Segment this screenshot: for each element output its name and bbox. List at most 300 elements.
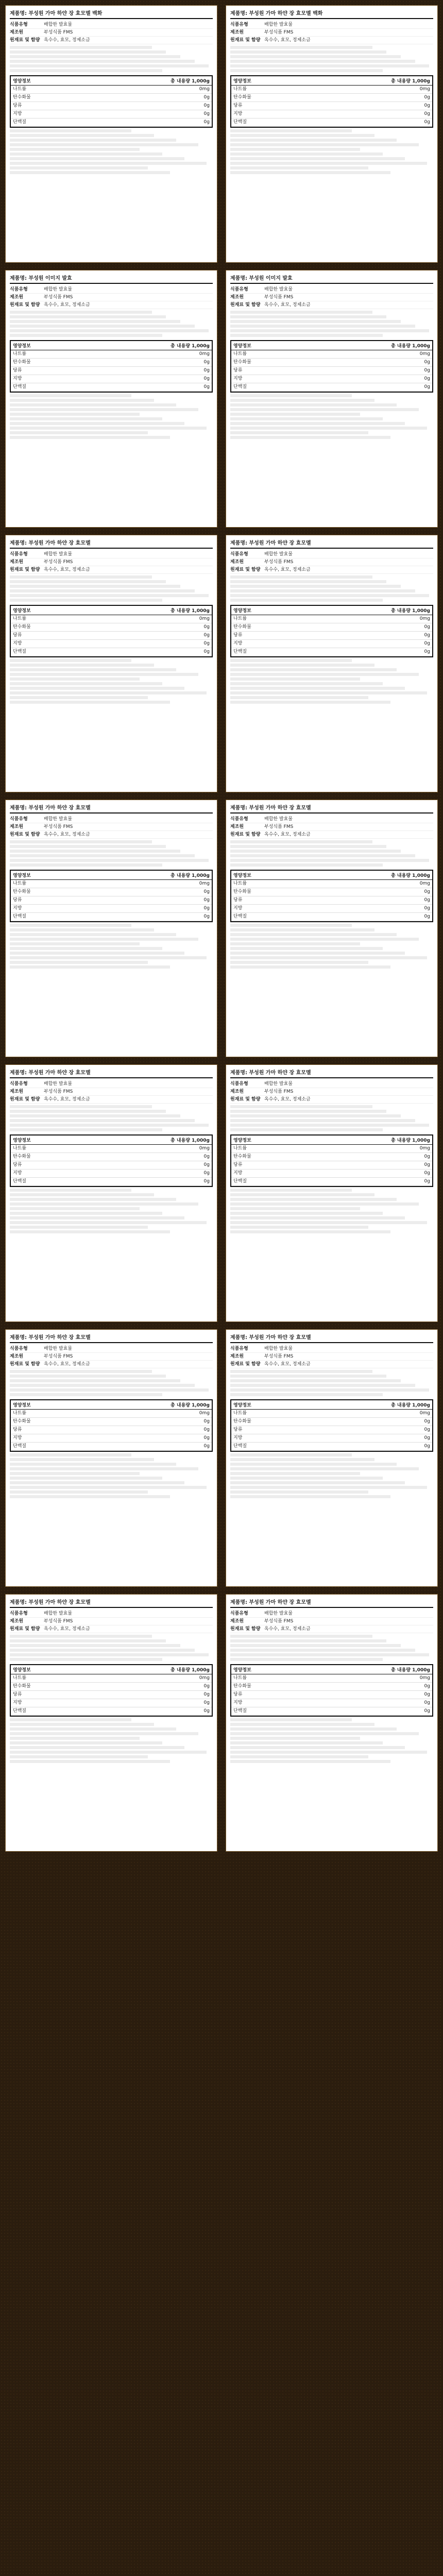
nutrition-title: 영양정보 [13, 344, 31, 349]
product-label-card [226, 800, 438, 1057]
text-line [10, 129, 131, 132]
card-header [10, 803, 213, 814]
nutrient-name: 단백질 [13, 914, 27, 919]
nutrient-name: 나트륨 [13, 1411, 27, 1416]
nutrition-row [11, 888, 212, 896]
text-line [230, 1486, 427, 1489]
text-line [230, 687, 405, 690]
nutrition-row [11, 905, 212, 913]
nutrition-row [11, 375, 212, 383]
text-line [10, 1216, 184, 1219]
nutrient-value: 0g [424, 1179, 430, 1184]
nutrient-value: 0g [203, 1692, 210, 1697]
text-line [10, 1230, 170, 1233]
nutrient-value: 0g [424, 897, 430, 903]
nutrition-header [11, 1136, 212, 1145]
text-line [230, 315, 386, 318]
nutrition-table [230, 75, 433, 128]
nutrition-table [10, 1134, 213, 1187]
info-value: 부성식품 FMS [44, 1089, 73, 1094]
text-line [10, 408, 198, 411]
text-line [10, 60, 195, 63]
nutrition-row [231, 913, 432, 921]
text-line [230, 139, 397, 142]
info-value: 배합한 발효물 [44, 1611, 73, 1616]
nutrient-value: 0g [203, 95, 210, 100]
nutrient-value: 0g [424, 376, 430, 381]
nutrition-row [231, 118, 432, 127]
card-header [10, 538, 213, 549]
text-line [10, 687, 184, 690]
nutrient-value: 0g [203, 360, 210, 365]
text-line [230, 1481, 405, 1484]
nutrient-name: 탄수화물 [233, 95, 251, 100]
text-line [230, 1490, 368, 1494]
text-line [230, 1658, 383, 1661]
nutrient-value: 0mg [199, 616, 210, 621]
text-line [10, 965, 170, 969]
nutrition-row [11, 1170, 212, 1178]
text-line [10, 1193, 154, 1196]
info-row [10, 37, 213, 44]
nutrition-table [230, 1664, 433, 1717]
text-line [10, 1751, 207, 1754]
nutrition-table [10, 605, 213, 657]
text-line [10, 1114, 180, 1117]
text-line [230, 1114, 401, 1117]
nutrient-name: 단백질 [13, 384, 27, 389]
nutrient-name: 탄수화물 [233, 1154, 251, 1159]
nutrient-value: 0g [203, 906, 210, 911]
nutrient-name: 지방 [13, 376, 22, 381]
nutrition-header [11, 341, 212, 350]
text-line [10, 1128, 162, 1131]
nutrient-value: 0g [424, 1154, 430, 1159]
info-label: 식품유형 [10, 1346, 28, 1351]
text-line [10, 171, 170, 174]
text-line [230, 1458, 374, 1461]
nutrition-row [11, 367, 212, 375]
text-line [10, 325, 195, 328]
card-header [230, 803, 433, 814]
nutrient-name: 나트륨 [233, 1675, 247, 1681]
nutrient-value: 0g [203, 633, 210, 638]
text-line [10, 1746, 184, 1749]
info-value: 배합한 발효물 [44, 1346, 73, 1351]
text-line [10, 928, 154, 931]
nutrient-value: 0g [203, 1419, 210, 1424]
info-row [230, 21, 433, 29]
text-line [230, 673, 419, 676]
info-value: 부성식품 FMS [264, 30, 294, 35]
nutrition-row [11, 350, 212, 359]
info-label: 제조원 [10, 30, 24, 35]
nutrient-name: 단백질 [233, 1444, 247, 1449]
nutrient-name: 지방 [13, 111, 22, 116]
nutrient-name: 탄수화물 [13, 1154, 31, 1159]
info-row [10, 1618, 213, 1625]
info-row [230, 823, 433, 831]
text-line [10, 1472, 140, 1475]
info-value: 옥수수, 효모, 정제소금 [264, 832, 311, 837]
info-row [230, 1080, 433, 1088]
card-header [10, 1598, 213, 1608]
text-line [230, 1723, 374, 1726]
nutrition-title: 영양정보 [13, 1138, 31, 1143]
nutrition-table [10, 1399, 213, 1452]
nutrition-row [231, 1691, 432, 1699]
info-value: 부성식품 FMS [44, 30, 73, 35]
text-line [230, 575, 372, 579]
nutrient-value: 0g [203, 1162, 210, 1167]
nutrient-value: 0g [203, 649, 210, 654]
product-label-card [226, 1064, 438, 1322]
text-line [230, 1212, 383, 1215]
product-label-card [5, 1594, 217, 1852]
product-label-card [226, 270, 438, 528]
text-line [10, 148, 140, 151]
nutrient-name: 나트륨 [233, 87, 247, 92]
nutrient-name: 당류 [13, 1692, 22, 1697]
product-title: 제품명: 부성원 가마 하얀 장 효모멜 [230, 1600, 311, 1605]
info-row [230, 558, 433, 566]
info-row [10, 1080, 213, 1088]
text-line [230, 1751, 427, 1754]
text-line [230, 1653, 429, 1656]
text-line [230, 942, 360, 945]
text-line [230, 594, 429, 597]
nutrition-header [231, 606, 432, 615]
nutrition-title: 영양정보 [233, 873, 251, 878]
info-row [10, 1610, 213, 1618]
info-label: 제조원 [230, 1089, 244, 1094]
text-line [230, 1202, 419, 1206]
text-line [10, 1379, 180, 1382]
info-value: 배합한 발효물 [44, 22, 73, 27]
text-line [10, 1639, 166, 1642]
nutrition-row [11, 632, 212, 640]
nutrition-row [11, 1434, 212, 1443]
info-value: 배합한 발효물 [44, 287, 73, 292]
nutrition-title: 영양정보 [13, 873, 31, 878]
text-line [10, 1119, 195, 1122]
nutrition-row [231, 905, 432, 913]
nutrient-name: 탄수화물 [13, 360, 31, 365]
info-row [230, 1618, 433, 1625]
nutrition-row [11, 86, 212, 94]
nutrient-name: 지방 [13, 1435, 22, 1440]
card-header [230, 9, 433, 19]
text-line [10, 1718, 131, 1721]
nutrient-name: 지방 [233, 1171, 243, 1176]
text-line [230, 1755, 368, 1758]
nutrition-total: 총 내용량 1,000g [171, 608, 210, 614]
text-line [10, 1635, 152, 1638]
nutrient-value: 0g [424, 1444, 430, 1449]
text-line [10, 64, 209, 67]
text-line [10, 947, 162, 950]
text-line [10, 320, 180, 323]
text-line [230, 143, 419, 146]
info-row [10, 1088, 213, 1096]
text-line [230, 956, 427, 959]
text-line [230, 1453, 352, 1456]
nutrition-row [11, 913, 212, 921]
text-line [230, 1477, 383, 1480]
info-label: 원재료 및 함량 [230, 302, 261, 308]
page [5, 0, 438, 1857]
product-title: 제품명: 부성원 가마 하얀 장 효모멜 [10, 1070, 91, 1076]
text-line [10, 1370, 152, 1373]
nutrient-name: 탄수화물 [13, 1684, 31, 1689]
text-line [230, 933, 397, 936]
text-line [230, 1370, 372, 1373]
nutrition-total: 총 내용량 1,000g [171, 1403, 210, 1408]
info-row [10, 1096, 213, 1104]
nutrition-row [11, 1683, 212, 1691]
product-title: 제품명: 부성원 가마 하얀 장 효모멜 백화 [230, 11, 323, 16]
info-value: 부성식품 FMS [44, 1619, 73, 1624]
nutrition-row [231, 110, 432, 118]
text-line [10, 311, 152, 314]
nutrition-row [11, 118, 212, 127]
info-row [230, 294, 433, 301]
nutrition-total: 총 내용량 1,000g [391, 344, 430, 349]
info-value: 부성식품 FMS [264, 295, 294, 300]
text-line [10, 422, 184, 425]
nutrient-value: 0g [424, 1435, 430, 1440]
info-value: 부성식품 FMS [264, 1354, 294, 1359]
text-line [10, 436, 170, 439]
text-line [230, 845, 386, 848]
text-line [10, 659, 131, 662]
text-line [230, 403, 397, 406]
nutrient-name: 지방 [233, 906, 243, 911]
nutrient-value: 0g [203, 384, 210, 389]
text-line [230, 64, 429, 67]
text-line [230, 1198, 397, 1201]
text-line [10, 134, 154, 137]
text-line [230, 157, 405, 160]
nutrient-name: 당류 [233, 1692, 243, 1697]
nutrition-row [231, 1145, 432, 1153]
nutrition-header [231, 341, 432, 350]
text-line [230, 171, 390, 174]
nutrition-row [11, 383, 212, 392]
text-line [230, 1472, 360, 1475]
nutrition-header [231, 871, 432, 880]
info-row [230, 1088, 433, 1096]
nutrition-row [11, 1418, 212, 1426]
text-line [10, 961, 148, 964]
nutrient-value: 0g [203, 1179, 210, 1184]
nutrient-value: 0g [424, 95, 430, 100]
info-value: 옥수수, 효모, 정제소금 [44, 832, 90, 837]
info-value: 부성식품 FMS [264, 824, 294, 829]
info-label: 원재료 및 함량 [10, 1626, 40, 1632]
nutrient-value: 0g [424, 1419, 430, 1424]
text-line [10, 1393, 162, 1396]
nutrient-name: 당류 [13, 368, 22, 373]
text-line [230, 840, 372, 843]
info-row [10, 29, 213, 37]
text-line [10, 854, 195, 857]
text-line [230, 1732, 419, 1735]
nutrient-value: 0mg [199, 1675, 210, 1681]
info-row [230, 566, 433, 574]
info-label: 제조원 [10, 295, 24, 300]
info-value: 옥수수, 효모, 정제소금 [264, 302, 311, 308]
nutrition-row [231, 896, 432, 905]
text-line [10, 1653, 209, 1656]
info-row [10, 21, 213, 29]
info-label: 원재료 및 함량 [10, 38, 40, 43]
text-line [10, 1384, 195, 1387]
info-value: 부성식품 FMS [264, 1619, 294, 1624]
nutrient-name: 탄수화물 [13, 889, 31, 894]
text-line [10, 399, 154, 402]
nutrient-value: 0mg [199, 87, 210, 92]
nutrient-value: 0mg [419, 87, 430, 92]
nutrition-title: 영양정보 [13, 1403, 31, 1408]
text-line [230, 859, 429, 862]
nutrition-row [231, 1443, 432, 1451]
nutrient-value: 0mg [419, 351, 430, 357]
text-line [10, 691, 207, 694]
text-line [10, 152, 162, 156]
nutrition-title: 영양정보 [233, 1668, 251, 1673]
nutrition-title: 영양정보 [13, 1668, 31, 1673]
nutrition-row [11, 110, 212, 118]
nutrition-row [231, 1707, 432, 1716]
nutrient-value: 0mg [419, 1146, 430, 1151]
text-line [10, 1110, 166, 1113]
text-line [10, 845, 166, 848]
nutrient-name: 지방 [233, 111, 243, 116]
text-line [10, 315, 166, 318]
nutrient-value: 0g [424, 1171, 430, 1176]
nutrient-name: 나트륨 [13, 1146, 27, 1151]
nutrient-value: 0mg [199, 881, 210, 886]
text-line [230, 1193, 374, 1196]
card-header [10, 1333, 213, 1343]
info-value: 부성식품 FMS [44, 295, 73, 300]
nutrient-value: 0g [203, 1435, 210, 1440]
text-line [230, 1644, 401, 1647]
nutrient-value: 0g [424, 1700, 430, 1705]
text-line [230, 664, 374, 667]
nutrition-total: 총 내용량 1,000g [391, 79, 430, 84]
text-line [230, 1207, 360, 1210]
info-label: 원재료 및 함량 [230, 567, 261, 572]
text-line [230, 1110, 386, 1113]
text-line [230, 1379, 401, 1382]
nutrient-name: 단백질 [233, 1708, 247, 1714]
text-line [10, 1732, 198, 1735]
nutrition-row [231, 359, 432, 367]
text-line [230, 1649, 415, 1652]
text-line [10, 143, 198, 146]
info-label: 원재료 및 함량 [230, 1362, 261, 1367]
info-label: 원재료 및 함량 [230, 1626, 261, 1632]
info-value: 배합한 발효물 [44, 1081, 73, 1087]
text-line [230, 329, 429, 332]
text-line [230, 1393, 383, 1396]
nutrition-row [231, 1674, 432, 1683]
nutrition-row [11, 94, 212, 102]
info-label: 식품유형 [230, 817, 248, 822]
nutrient-value: 0g [203, 376, 210, 381]
nutrition-row [11, 623, 212, 632]
nutrient-name: 당류 [13, 897, 22, 903]
nutrition-table [230, 1399, 433, 1452]
text-line [10, 850, 180, 853]
nutrient-value: 0mg [199, 1146, 210, 1151]
nutrition-table [10, 340, 213, 393]
nutrient-name: 단백질 [13, 120, 27, 125]
nutrition-title: 영양정보 [13, 79, 31, 84]
text-line [230, 427, 427, 430]
card-header [10, 9, 213, 19]
nutrient-value: 0mg [199, 351, 210, 357]
nutrition-row [11, 880, 212, 888]
product-title: 제품명: 부성원 가마 하얀 장 효모멜 [230, 805, 311, 811]
nutrient-value: 0mg [419, 881, 430, 886]
text-line [10, 933, 176, 936]
text-line [230, 1495, 390, 1498]
text-line [10, 1481, 184, 1484]
nutrient-name: 단백질 [13, 1708, 27, 1714]
nutrition-table [230, 340, 433, 393]
nutrition-row [231, 350, 432, 359]
text-line [230, 1221, 427, 1224]
text-line [230, 399, 374, 402]
info-value: 부성식품 FMS [44, 824, 73, 829]
info-value: 옥수수, 효모, 정제소금 [44, 38, 90, 43]
text-line [230, 325, 415, 328]
info-label: 원재료 및 함량 [230, 832, 261, 837]
text-line [230, 1388, 429, 1392]
nutrient-value: 0g [424, 633, 430, 638]
text-line [230, 1737, 360, 1740]
text-line [10, 1760, 170, 1763]
nutrient-name: 나트륨 [13, 351, 27, 357]
nutrient-value: 0g [203, 111, 210, 116]
nutrient-value: 0mg [199, 1411, 210, 1416]
nutrient-name: 당류 [233, 633, 243, 638]
nutrition-header [11, 1665, 212, 1674]
nutrition-header [11, 1400, 212, 1410]
text-line [230, 965, 390, 969]
text-line [10, 840, 152, 843]
text-line [10, 575, 152, 579]
text-line [10, 1755, 148, 1758]
text-line [230, 46, 372, 49]
nutrient-value: 0g [424, 624, 430, 630]
info-label: 식품유형 [230, 287, 248, 292]
nutrition-row [231, 1683, 432, 1691]
nutrient-name: 단백질 [233, 914, 247, 919]
nutrient-name: 당류 [233, 103, 243, 108]
nutrition-title: 영양정보 [233, 1138, 251, 1143]
nutrient-value: 0g [424, 368, 430, 373]
info-value: 옥수수, 효모, 정제소금 [264, 1626, 311, 1632]
nutrition-row [11, 648, 212, 656]
product-title: 제품명: 부성원 가마 하얀 장 효모멜 [10, 805, 91, 811]
product-label-card [5, 535, 217, 792]
nutrient-value: 0g [203, 368, 210, 373]
nutrition-header [231, 1136, 432, 1145]
